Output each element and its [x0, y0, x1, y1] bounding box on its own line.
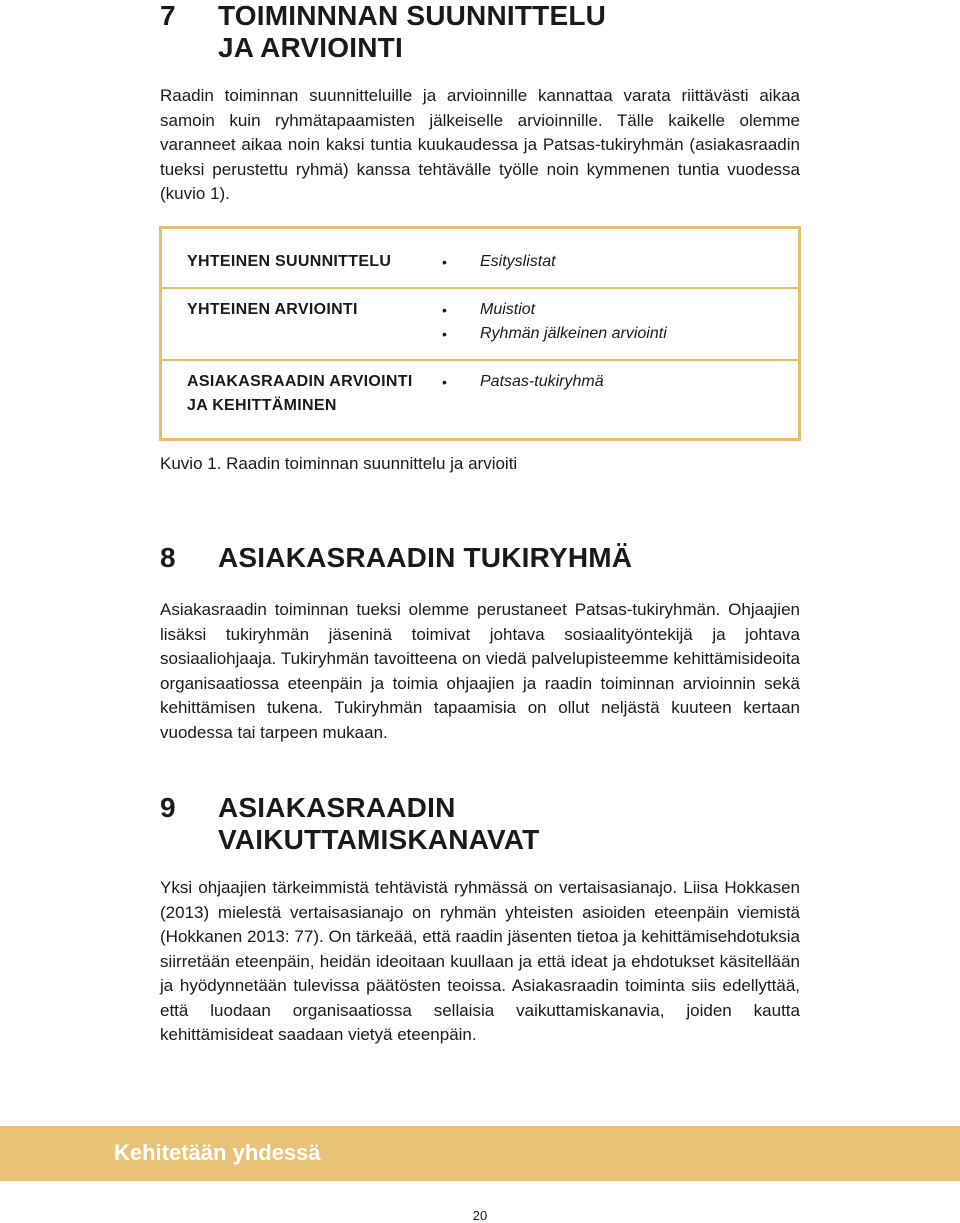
- page-number: 20: [472, 1208, 488, 1223]
- section-7-paragraph: Raadin toiminnan suunnitteluille ja arvioinnille kannattaa varata riittävästi aikaa samoin kuin ryhmätapaamisten jälkeiselle arvioinnille. Tälle kaikelle olemme varanneet aikaa noin kaksi tuntia kuukaudessa ja Patsas-tukiryhmän (asiakasraadin tueksi perustettu ryhmä) kanssa tehtävälle työlle noin kymmenen tuntia vuodessa (kuvio 1).: [160, 86, 800, 203]
- section-8-paragraph: Asiakasraadin toiminnan tueksi olemme perustaneet Patsas-tukiryhmän. Ohjaajien lisäksi tukiryhmän jäseninä toimivat johtava sosiaalityöntekijä ja johtava sosiaaliohjaaja. Tukiryhmän tavoitteena on viedä palvelupisteemme kehittämisideoita organisaatiossa eteenpäin ja toimia ohjaajien ja raadin toiminnan arvioinnin sekä kehittämisen tukena. Tukiryhmän tapaamisia on ollut neljästä kuuteen kertaan vuodessa tai tarpeen mukaan.: [160, 600, 800, 742]
- section-title-line: ASIAKASRAADIN TUKIRYHMÄ: [218, 542, 633, 573]
- list-item: • Esityslistat: [442, 250, 556, 274]
- footer-band: [0, 1126, 960, 1181]
- section-7-heading: [160, 0, 606, 64]
- figure-row: [162, 229, 798, 287]
- section-title-line: ASIAKASRAADIN: [218, 792, 456, 823]
- section-number: 9: [160, 792, 176, 823]
- figure-row-label: YHTEINEN SUUNNITTELU: [187, 253, 392, 270]
- figure-row-label: ASIAKASRAADIN ARVIOINTI JA KEHITTÄMINEN: [187, 373, 413, 414]
- figure-row-items: [442, 298, 667, 346]
- figure-row-items: [442, 250, 556, 274]
- figure-1-box: [159, 226, 801, 441]
- footer-band-title: Kehitetään yhdessä: [114, 1140, 321, 1165]
- section-title-line: JA ARVIOINTI: [218, 32, 403, 63]
- section-title-line: VAIKUTTAMISKANAVAT: [218, 824, 540, 855]
- section-9-paragraph: Yksi ohjaajien tärkeimmistä tehtävistä ryhmässä on vertaisasianajo. Liisa Hokkasen (2013) mielestä vertaisasianajo on ryhmän yhteisten asioiden eteenpäin viemistä (Hokkanen 2013: 77). On tärkeää, että raadin jäsenten tietoa ja kehittämisehdotuksia siirretään eteenpäin, heidän ideoitaan kuullaan ja että ideat ja ehdotukset käsitellään ja hyödynnetään tulevissa päätösten teoissa. Asiakasraadin toiminta siis edellyttää, että luodaan organisaatiossa sellaisia vaikuttamiskanavia, joiden kautta kehittämisideat saadaan vietyä eteenpäin.: [160, 878, 800, 1044]
- section-9-heading: [160, 792, 539, 856]
- section-number: 8: [160, 542, 176, 573]
- figure-caption: Kuvio 1. Raadin toiminnan suunnittelu ja arvioiti: [160, 454, 518, 473]
- section-number: 7: [160, 0, 176, 31]
- figure-row-items: [442, 370, 604, 394]
- figure-row: [162, 359, 798, 438]
- figure-row-label: YHTEINEN ARVIOINTI: [187, 301, 358, 318]
- section-8-heading: [160, 542, 632, 574]
- list-item: • Muistiot: [442, 298, 667, 322]
- figure-row: [162, 287, 798, 361]
- section-title-line: TOIMINNNAN SUUNNITTELU: [218, 0, 607, 31]
- list-item: • Patsas-tukiryhmä: [442, 370, 604, 394]
- list-item: • Ryhmän jälkeinen arviointi: [442, 322, 667, 346]
